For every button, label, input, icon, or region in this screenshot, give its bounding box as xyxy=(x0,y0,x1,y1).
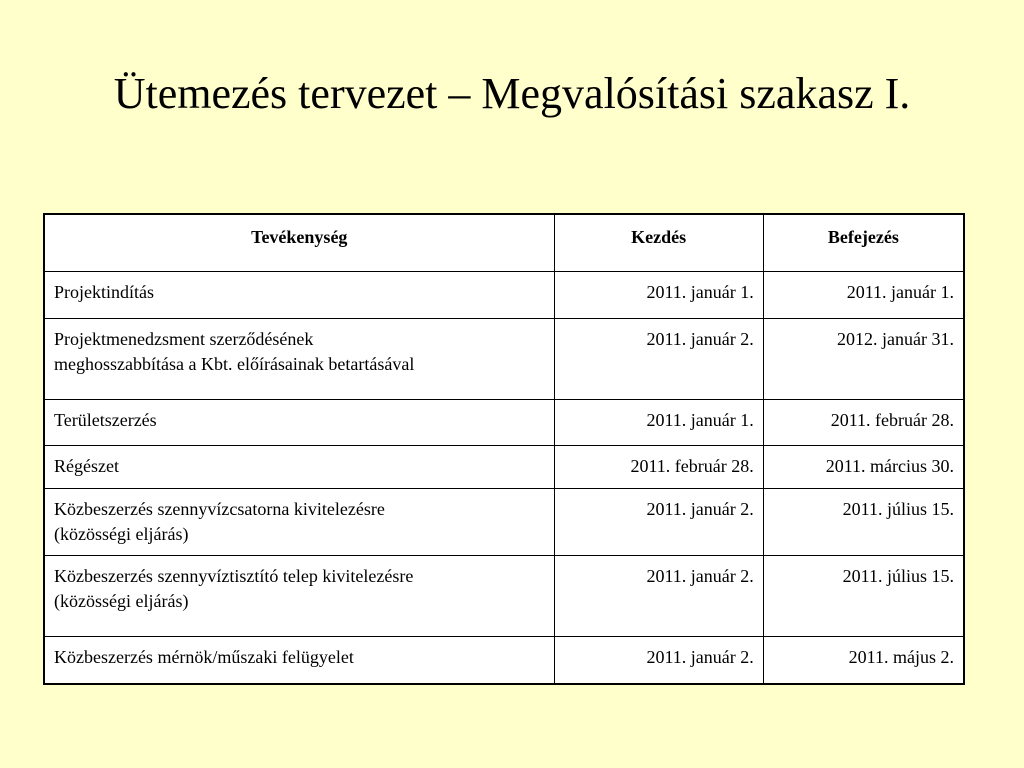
table-row xyxy=(44,555,964,636)
activity-text: Közbeszerzés szennyvíztisztító telep kivitelezésre xyxy=(54,565,414,586)
table-row xyxy=(44,636,964,684)
start-date-cell: 2011. január 1. xyxy=(554,399,763,445)
end-date-cell: 2011. január 1. xyxy=(763,271,964,318)
table-row xyxy=(44,488,964,555)
end-date-cell: 2012. január 31. xyxy=(763,318,964,399)
table-row xyxy=(44,318,964,399)
header-start: Kezdés xyxy=(554,214,763,271)
activity-cell xyxy=(44,488,554,555)
activity-cell xyxy=(44,555,554,636)
schedule-table xyxy=(43,213,965,685)
activity-cell xyxy=(44,636,554,684)
start-date-cell: 2011. január 1. xyxy=(554,271,763,318)
activity-text: Közbeszerzés mérnök/műszaki felügyelet xyxy=(54,646,354,667)
end-date-cell: 2011. február 28. xyxy=(763,399,964,445)
table-row xyxy=(44,271,964,318)
header-end: Befejezés xyxy=(763,214,964,271)
start-date-cell: 2011. február 28. xyxy=(554,445,763,488)
slide-title: Ütemezés tervezet – Megvalósítási szakasz I. xyxy=(113,69,911,118)
activity-cell xyxy=(44,399,554,445)
table-row xyxy=(44,445,964,488)
start-date-cell: 2011. január 2. xyxy=(554,636,763,684)
activity-text: Projektmenedzsment szerződésének xyxy=(54,328,314,349)
header-activity: Tevékenység xyxy=(44,214,554,271)
activity-text: (közösségi eljárás) xyxy=(54,523,189,544)
end-date-cell: 2011. május 2. xyxy=(763,636,964,684)
activity-cell xyxy=(44,271,554,318)
activity-cell xyxy=(44,318,554,399)
end-date-cell: 2011. július 15. xyxy=(763,555,964,636)
end-date-cell: 2011. március 30. xyxy=(763,445,964,488)
activity-text: Közbeszerzés szennyvízcsatorna kivitelezésre xyxy=(54,498,385,519)
table-header-row xyxy=(44,214,964,271)
activity-text: Régészet xyxy=(54,455,119,476)
end-date-cell: 2011. július 15. xyxy=(763,488,964,555)
activity-cell xyxy=(44,445,554,488)
start-date-cell: 2011. január 2. xyxy=(554,318,763,399)
activity-text: Területszerzés xyxy=(54,409,157,430)
activity-text: (közösségi eljárás) xyxy=(54,590,189,611)
start-date-cell: 2011. január 2. xyxy=(554,555,763,636)
activity-text: meghosszabbítása a Kbt. előírásainak betartásával xyxy=(54,353,415,374)
activity-text: Projektindítás xyxy=(54,281,154,302)
start-date-cell: 2011. január 2. xyxy=(554,488,763,555)
table-row xyxy=(44,399,964,445)
